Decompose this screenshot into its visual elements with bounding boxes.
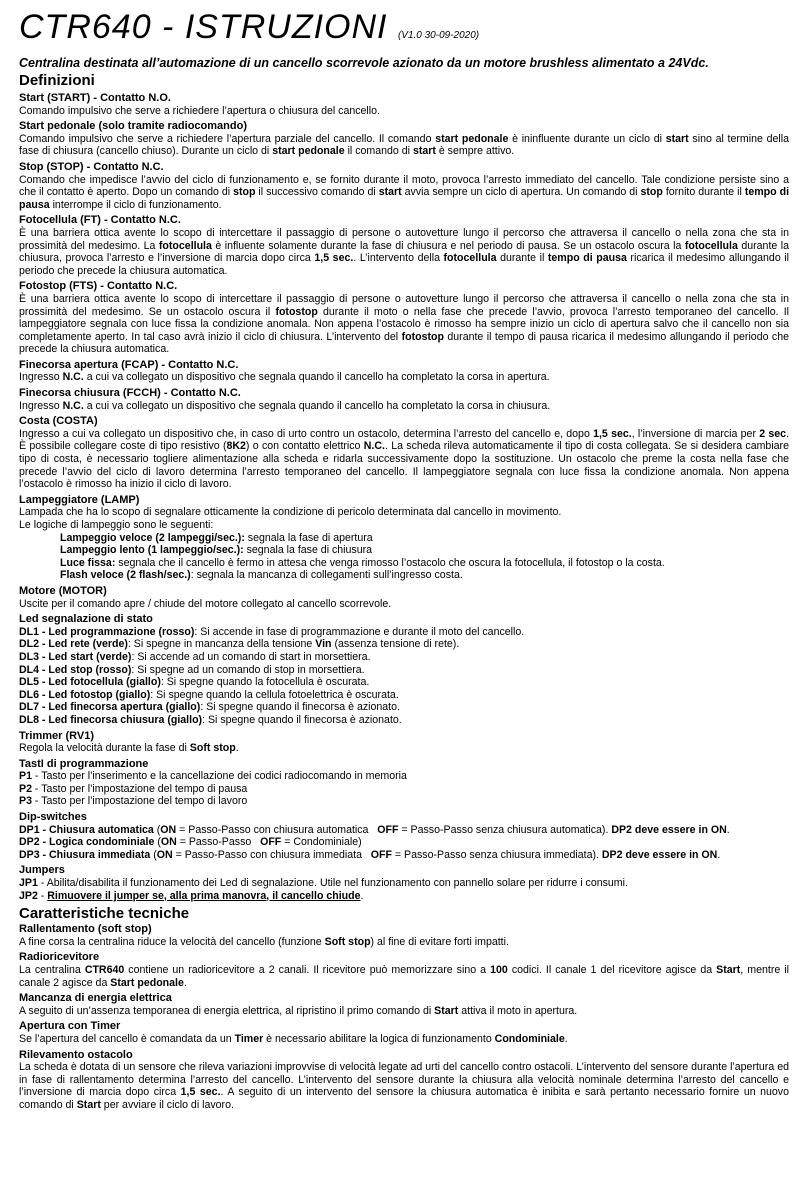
list-item: DP3 - Chiusura immediata (ON = Passo-Passo con chiusura immediata OFF = Passo-Passo senza chiusura immediata). DP2 deve essere in ON.: [19, 848, 721, 861]
motor-title: Motore (MOTOR): [19, 584, 107, 597]
section-heading-definizioni: Definizioni: [19, 72, 95, 89]
list-item: DL2 - Led rete (verde): Si spegne in mancanza della tensione Vin (assenza tensione di rete).: [19, 638, 460, 651]
fotocellula-title: Fotocellula (FT) - Contatto N.C.: [19, 214, 181, 227]
trimmer-title: Trimmer (RV1): [19, 729, 94, 742]
stop-text: Comando che impedisce l’avvio del ciclo di funzionamento e, se fornito durante il moto, provoca l’arresto immediato del cancello. Tale condizione persiste sino a che il contatto è aperto. Dopo un comando di stop il successivo comando di start avvia sempre un ciclo di apertura. Un comando di stop fornito durante il tempo di pausa interrompe il ciclo di funzionamento.: [19, 173, 790, 211]
list-item: Flash veloce (2 flash/sec.): segnala la mancanza di collegamenti sull’ingresso costa.: [60, 569, 463, 582]
lamp-logic-list: [19, 532, 789, 582]
document-subtitle: Centralina destinata all’automazione di un cancello scorrevole azionato da un motore brushless alimentato a 24Vdc.: [19, 56, 709, 70]
fotocellula-text: È una barriera ottica avente lo scopo di intercettare il passaggio di persone o autovetture lungo il percorso che attraversa il cancello o nella zona che sta in prossimità del medesimo. La fotocellula è influente solamente durante la fase di chiusura e nel periodo di pausa. Se un ostacolo oscura la fotocellula durante la chiusura, provoca l’arresto e l’inversione di marcia dopo circa 1,5 sec.. L’intervento della fotocellula durante il tempo di pausa ricarica il medesimo allungando il periodo che precede la chiusura automatica.: [19, 226, 789, 277]
jumpers-title: Jumpers: [19, 864, 65, 877]
fcch-text: Ingresso N.C. a cui va collegato un dispositivo che segnala quando il cancello ha completato la corsa in chiusura.: [19, 399, 551, 412]
version-label: (V1.0 30-09-2020): [397, 30, 480, 41]
document-page: [19, 10, 789, 1112]
list-item: DL6 - Led fotostop (giallo): Si spegne quando la cellula fotoelettrica è oscurata.: [19, 688, 399, 701]
list-item: DL4 - Led stop (rosso): Si spegne ad un comando di stop in morsettiera.: [19, 663, 365, 676]
title-text: CTR640 - ISTRUZIONI: [19, 8, 388, 46]
rallentamento-title: Rallentamento (soft stop): [19, 923, 152, 936]
costa-text: Ingresso a cui va collegato un dispositivo che, in caso di urto contro un ostacolo, determina l’arresto del cancello e, dopo 1,5 sec., l’inversione di marcia per 2 sec. È possibile collegare coste di tipo resistivo (8K2) o con contatto elettrico N.C.. La scheda rileva automaticamente il tipo di costa collegata. Se si desidera cambiare tipo di costa, è necessario togliere alimentazione alla scheda e ridarla successivamente dopo la sostituzione. Un ostacolo che preme la costa nella fase che precede l’avvio del ciclo di lavoro determina l’arresto temporaneo del cancello. Il lampeggiatore segnala con luce fissa la condizione anomala. Non appena l’ostacolo è rimosso ha inizio il ciclo di lavoro.: [19, 427, 790, 491]
jumpers-list: [19, 877, 789, 902]
list-item: P3 - Tasto per l’impostazione del tempo di lavoro: [19, 795, 248, 808]
radio-text: La centralina CTR640 contiene un radioricevitore a 2 canali. Il ricevitore può memorizzare sino a 100 codici. Il canale 1 del ricevitore agisce da Start, mentre il canale 2 agisce da Start pedonale.: [19, 964, 790, 989]
lamp-line1: Lampada che ha lo scopo di segnalare otticamente la condizione di pericolo determinata dal cancello in movimento.: [19, 506, 562, 519]
list-item: DP2 - Logica condominiale (ON = Passo-Passo OFF = Condominiale): [19, 836, 362, 849]
start-title: Start (START) - Contatto N.O.: [19, 92, 171, 104]
trimmer-text: Regola la velocità durante la fase di Soft stop.: [19, 742, 239, 755]
led-list: [19, 626, 789, 727]
document-title: [19, 10, 789, 53]
list-item: JP2 - Rimuovere il jumper se, alla prima manovra, il cancello chiude.: [19, 889, 364, 902]
list-item: Luce fissa: segnala che il cancello è fermo in attesa che venga rimosso l’ostacolo che oscura la fotocellula, il fotostop o la costa.: [60, 556, 665, 569]
ostacolo-text: La scheda è dotata di un sensore che rileva variazioni improvvise di velocità legate ad urti del cancello contro ostacoli. L’intervento del sensore durante l’apertura ed in fase di rallentamento determina l’arresto del cancello. L’intervento del sensore durante la chiusura alla velocità nominale determina l’arresto del cancello e l’inversione di marcia dopo circa 1,5 sec.. A seguito di un intervento del sensore la chiusura automatica è inibita e sarà pertanto necessario fornire un nuovo comando di Start per avviare il ciclo di lavoro.: [19, 1061, 789, 1111]
start-text: Comando impulsivo che serve a richiedere l’apertura o chiusura del cancello.: [19, 104, 380, 117]
ostacolo-title: Rilevamento ostacolo: [19, 1048, 133, 1061]
fcap-title: Finecorsa apertura (FCAP) - Contatto N.C.: [19, 358, 239, 371]
start-pedonale-text: Comando impulsivo che serve a richiedere l’apertura parziale del cancello. Il comando start pedonale è ininfluente durante un ciclo di start sino al termine della fase di chiusura (cancello chiuso). Durante un ciclo di start pedonale il comando di start è sempre attivo.: [19, 132, 789, 158]
list-item: DL1 - Led programmazione (rosso): Si accende in fase di programmazione e durante il moto del cancello.: [19, 625, 525, 638]
dip-title: Dip-switches: [19, 811, 87, 824]
fcch-title: Finecorsa chiusura (FCCH) - Contatto N.C.: [19, 387, 241, 400]
fotostop-text: È una barriera ottica avente lo scopo di intercettare il passaggio di persone o autovetture lungo il percorso che attraversa il cancello o nella zona che sta in prossimità del medesimo. Se un ostacolo oscura il fotostop durante il moto o nella fase che precede l’avvio, provoca l’arresto temporaneo del cancello. Il lampeggiatore segnala con luce fissa la condizione anomala. Non appena l’ostacolo è rimosso ha sempre inizio un ciclo di apertura salvo che il cancello non sia completamente aperto. In tal caso avrà inizio il ciclo di chiusura. L’intervento del fotostop durante il tempo di pausa ricarica il medesimo allungando il periodo che precede la chiusura automatica.: [19, 292, 790, 356]
tasti-title: TastI di programmazione: [19, 757, 149, 770]
list-item: DL3 - Led start (verde): Si accende ad un comando di start in morsettiera.: [19, 650, 371, 663]
motor-text: Uscite per il comando apre / chiude del motore collegato al cancello scorrevole.: [19, 597, 392, 610]
start-pedonale-title: Start pedonale (solo tramite radiocomando): [19, 120, 247, 133]
led-title: Led segnalazione di stato: [19, 613, 153, 626]
mancanza-text: A seguito di un’assenza temporanea di energia elettrica, al ripristino il primo comando di Start attiva il moto in apertura.: [19, 1004, 578, 1017]
list-item: DL7 - Led finecorsa apertura (giallo): Si spegne quando il finecorsa è azionato.: [19, 701, 400, 714]
timer-text: Se l’apertura del cancello è comandata da un Timer è necessario abilitare la logica di funzionamento Condominiale.: [19, 1032, 568, 1045]
lamp-title: Lampeggiatore (LAMP): [19, 493, 140, 506]
mancanza-title: Mancanza di energia elettrica: [19, 992, 172, 1005]
timer-title: Apertura con Timer: [19, 1020, 121, 1033]
list-item: DL8 - Led finecorsa chiusura (giallo): Si spegne quando il finecorsa è azionato.: [19, 713, 402, 726]
fcap-text: Ingresso N.C. a cui va collegato un dispositivo che segnala quando il cancello ha completato la corsa in apertura.: [19, 371, 550, 384]
tasti-list: [19, 770, 789, 808]
dip-list: [19, 824, 789, 862]
list-item: JP1 - Abilita/disabilita il funzionamento dei Led di segnalazione. Utile nel funzionamento con pannello solare per ridurre i consumi.: [19, 877, 628, 890]
list-item: P1 - Tasto per l’inserimento e la cancellazione dei codici radiocomando in memoria: [19, 770, 407, 783]
lamp-line2: Le logiche di lampeggio sono le seguenti:: [19, 519, 214, 531]
list-item: Lampeggio veloce (2 lampeggi/sec.): segnala la fase di apertura: [60, 531, 373, 544]
costa-title: Costa (COSTA): [19, 415, 98, 428]
rallentamento-text: A fine corsa la centralina riduce la velocità del cancello (funzione Soft stop) al fine di evitare forti impatti.: [19, 935, 509, 948]
list-item: DL5 - Led fotocellula (giallo): Si spegne quando la fotocellula è oscurata.: [19, 676, 370, 689]
fotostop-title: Fotostop (FTS) - Contatto N.C.: [19, 280, 178, 293]
list-item: P2 - Tasto per l’impostazione del tempo di pausa: [19, 782, 248, 795]
stop-title: Stop (STOP) - Contatto N.C.: [19, 160, 164, 173]
section-heading-caratteristiche: Caratteristiche tecniche: [19, 905, 190, 923]
radio-title: Radioricevitore: [19, 951, 100, 964]
list-item: Lampeggio lento (1 lampeggio/sec.): segnala la fase di chiusura: [60, 544, 373, 557]
list-item: DP1 - Chiusura automatica (ON = Passo-Passo con chiusura automatica OFF = Passo-Passo senza chiusura automatica). DP2 deve essere in ON.: [19, 823, 730, 836]
